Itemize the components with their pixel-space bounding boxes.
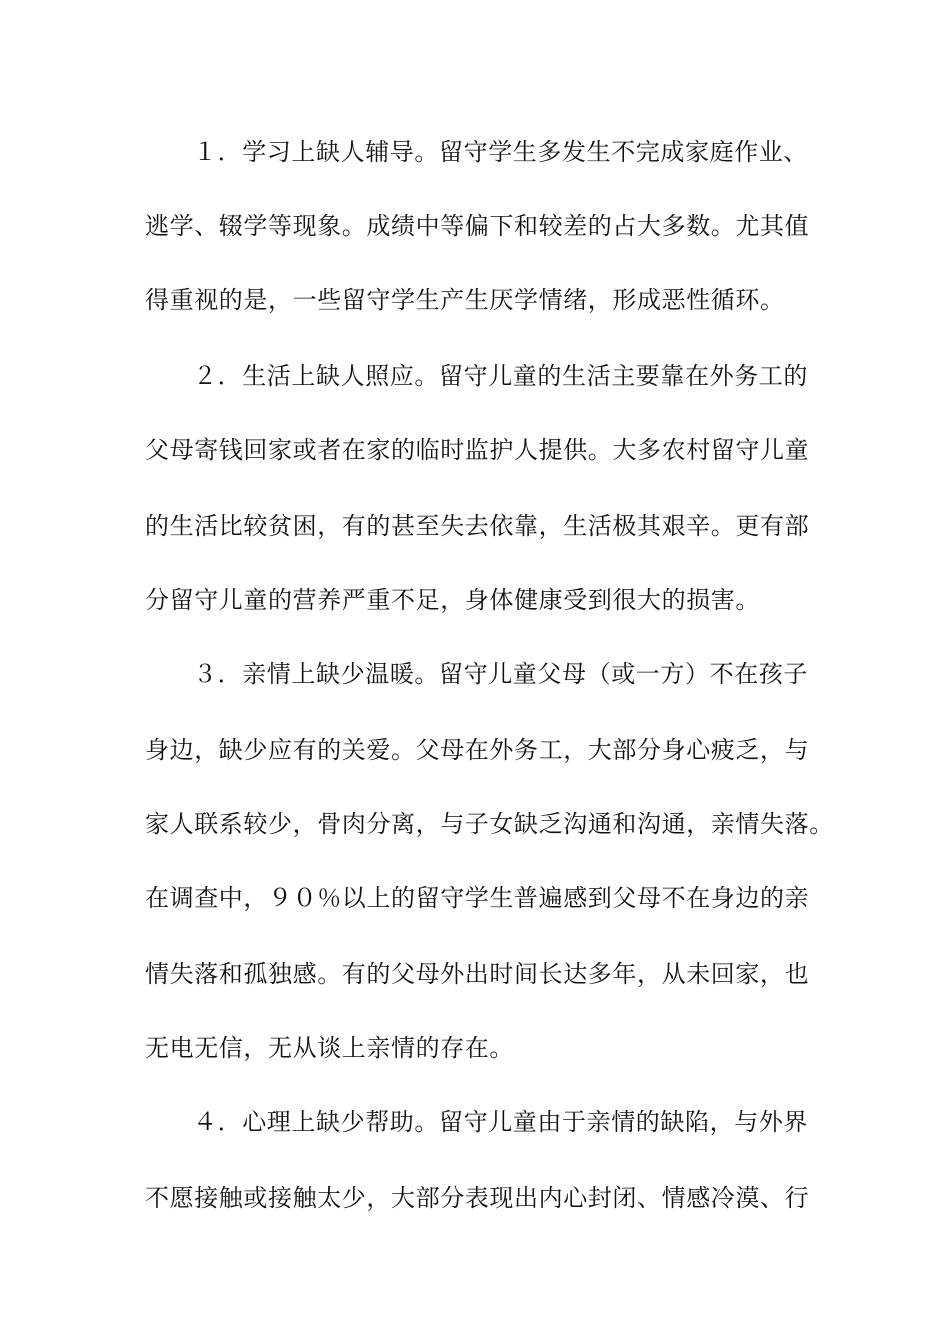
paragraph-1-line-3: 得重视的是，一些留守学生产生厌学情绪，形成恶性循环。 <box>145 286 785 314</box>
paragraph-2-line-2: 父母寄钱回家或者在家的临时监护人提供。大多农村留守儿童 <box>145 436 810 464</box>
paragraph-3-line-5: 情失落和孤独感。有的父母外出时间长达多年，从未回家，也 <box>145 960 810 988</box>
paragraph-3-line-4: 在调查中，９０％以上的留守学生普遍感到父母不在身边的亲 <box>145 884 810 912</box>
paragraph-3-line-1: ３．亲情上缺少温暖。留守儿童父母（或一方）不在孩子 <box>193 660 808 688</box>
paragraph-4-line-1: ４．心理上缺少帮助。留守儿童由于亲情的缺陷，与外界 <box>193 1108 808 1136</box>
paragraph-1-line-2: 逃学、辍学等现象。成绩中等偏下和较差的占大多数。尤其值 <box>145 212 810 240</box>
paragraph-2-line-3: 的生活比较贫困，有的甚至失去依靠，生活极其艰辛。更有部 <box>145 512 810 540</box>
paragraph-2-line-4: 分留守儿童的营养严重不足，身体健康受到很大的损害。 <box>145 586 760 614</box>
paragraph-2-line-1: ２．生活上缺人照应。留守儿童的生活主要靠在外务工的 <box>193 362 808 390</box>
paragraph-3-line-3: 家人联系较少，骨肉分离，与子女缺乏沟通和沟通，亲情失落。 <box>145 810 834 838</box>
paragraph-3-line-6: 无电无信，无从谈上亲情的存在。 <box>145 1034 514 1062</box>
paragraph-4-line-2: 不愿接触或接触太少，大部分表现出内心封闭、情感冷漠、行 <box>145 1184 810 1212</box>
paragraph-1-line-1: １．学习上缺人辅导。留守学生多发生不完成家庭作业、 <box>193 138 808 166</box>
paragraph-3-line-2: 身边，缺少应有的关爱。父母在外务工，大部分身心疲乏，与 <box>145 736 810 764</box>
